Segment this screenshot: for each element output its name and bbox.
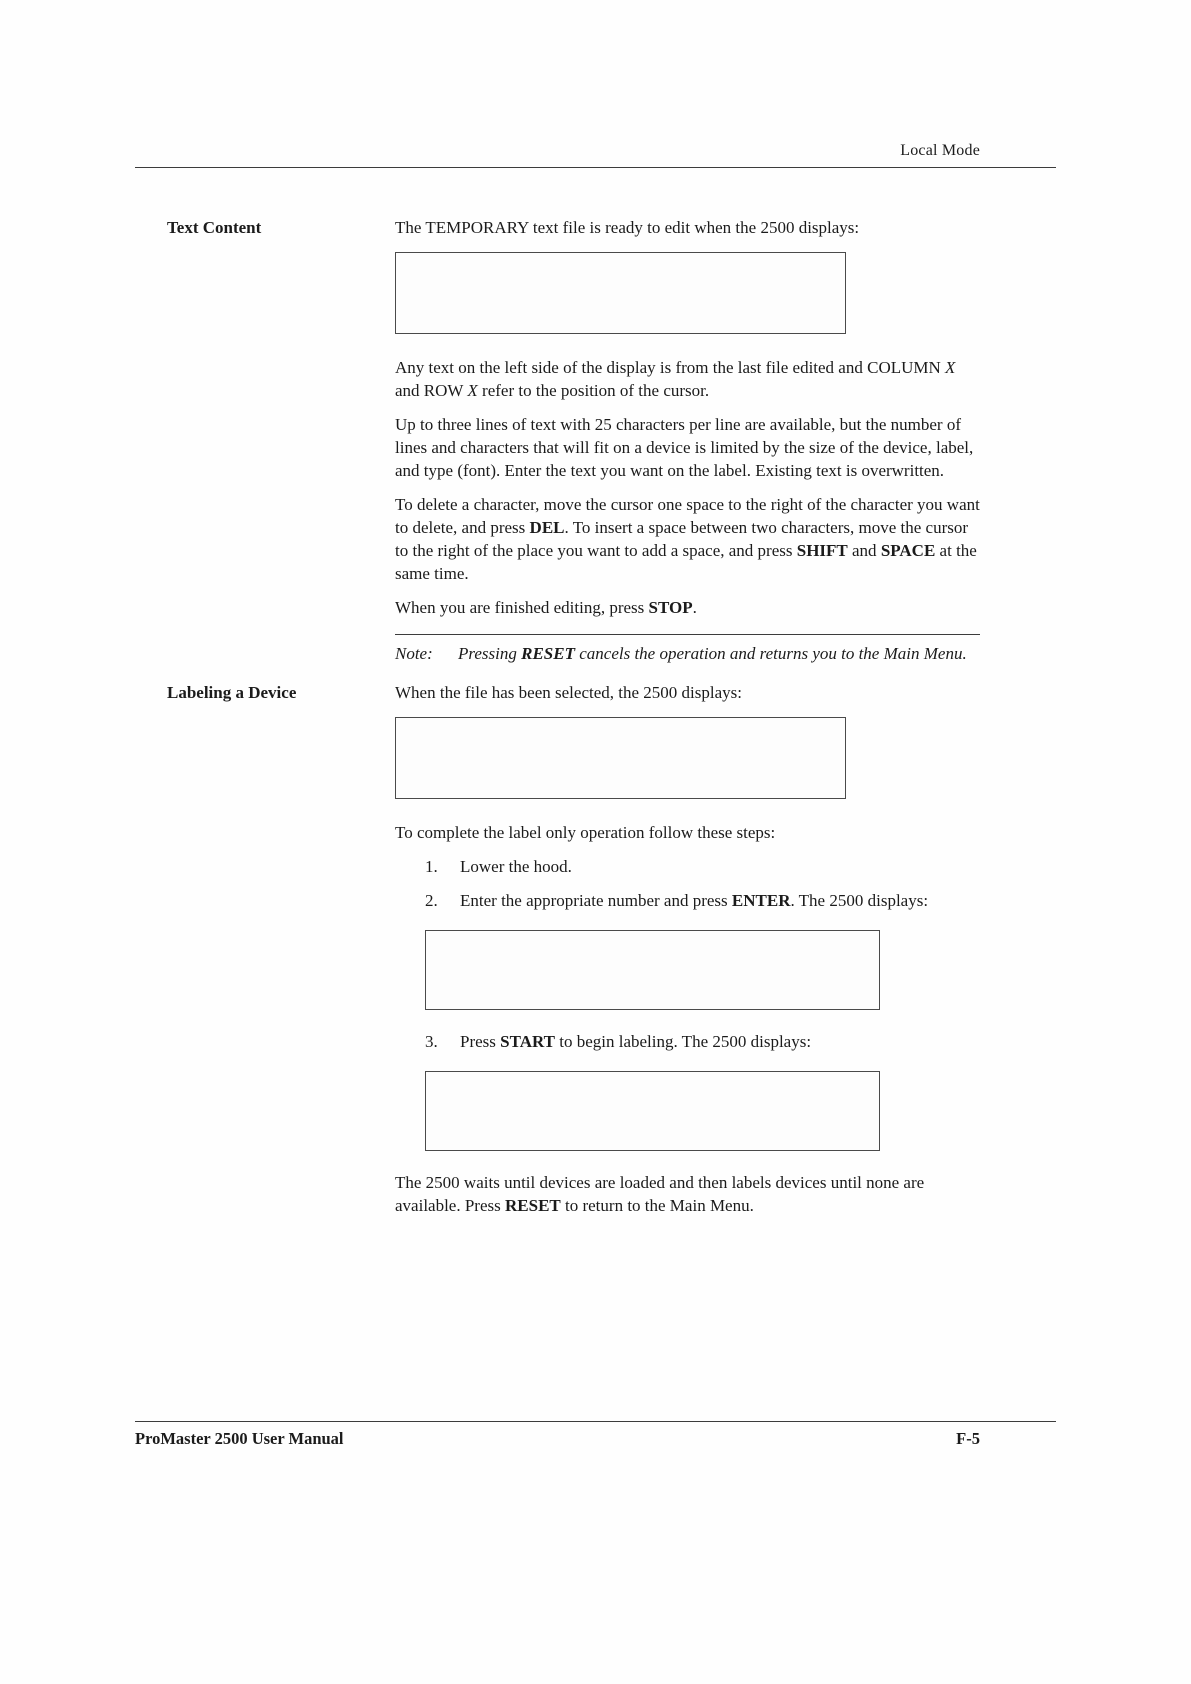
page-footer [135,1429,980,1449]
side-heading-labeling-device: Labeling a Device [167,683,297,702]
running-header-title: Local Mode [900,142,980,159]
step-3-text: Press START to begin labeling. The 2500 displays: [460,1032,812,1051]
display-box-file-selected [395,717,846,799]
paragraph-up-to-three-lines: Up to three lines of text with 25 characters per line are available, but the number of lines and characters that will fit on a device is limited by the size of the device, label, and type (font). Enter the text you want on the label. Existing text is overwritten. [395,415,974,480]
note-divider-rule [395,634,980,635]
footer-rule [135,1421,1056,1422]
text-content-intro: The TEMPORARY text file is ready to edit when the 2500 displays: [395,218,860,237]
paragraph-delete-character: To delete a character, move the cursor one space to the right of the character you want to delete, and press DEL. To insert a space between two characters, move the cursor to the right of the place you want to add a space, and press SHIFT and SPACE at the same time. [395,495,980,583]
step-1-text: Lower the hood. [460,857,572,876]
display-box-start-labeling [425,1071,880,1151]
note-label: Note: [395,644,433,663]
section-labeling-device [0,681,1191,1228]
paragraph-any-text: Any text on the left side of the display is from the last file edited and COLUMN X and ROW X refer to the position of the cursor. [395,358,956,400]
text-content-column [395,216,980,665]
note-text: Pressing RESET cancels the operation and returns you to the Main Menu. [458,644,967,663]
display-box-enter-number [425,930,880,1010]
step-3 [395,1030,980,1053]
page-body [0,216,1191,1228]
footer-page-number: F-5 [956,1429,980,1448]
paragraph-finished-editing: When you are finished editing, press STOP. [395,598,697,617]
closing-paragraph: The 2500 waits until devices are loaded and then labels devices until none are available. Press RESET to return to the Main Menu. [395,1173,925,1215]
footer-manual-title: ProMaster 2500 User Manual [135,1429,344,1448]
section-text-content [0,216,1191,665]
display-box-temporary-file [395,252,846,334]
step-2-text: Enter the appropriate number and press ENTER. The 2500 displays: [460,891,929,910]
labeling-intro: When the file has been selected, the 2500 displays: [395,683,742,702]
step-1-number: 1. [425,857,438,876]
side-heading-text-content: Text Content [167,218,262,237]
step-2 [395,889,980,912]
header-rule [135,167,1056,168]
step-1 [395,855,980,878]
labeling-column [395,681,980,1228]
step-2-number: 2. [425,891,438,910]
steps-list [395,855,980,1151]
steps-intro: To complete the label only operation follow these steps: [395,823,776,842]
note-block [395,642,980,665]
step-3-number: 3. [425,1032,438,1051]
